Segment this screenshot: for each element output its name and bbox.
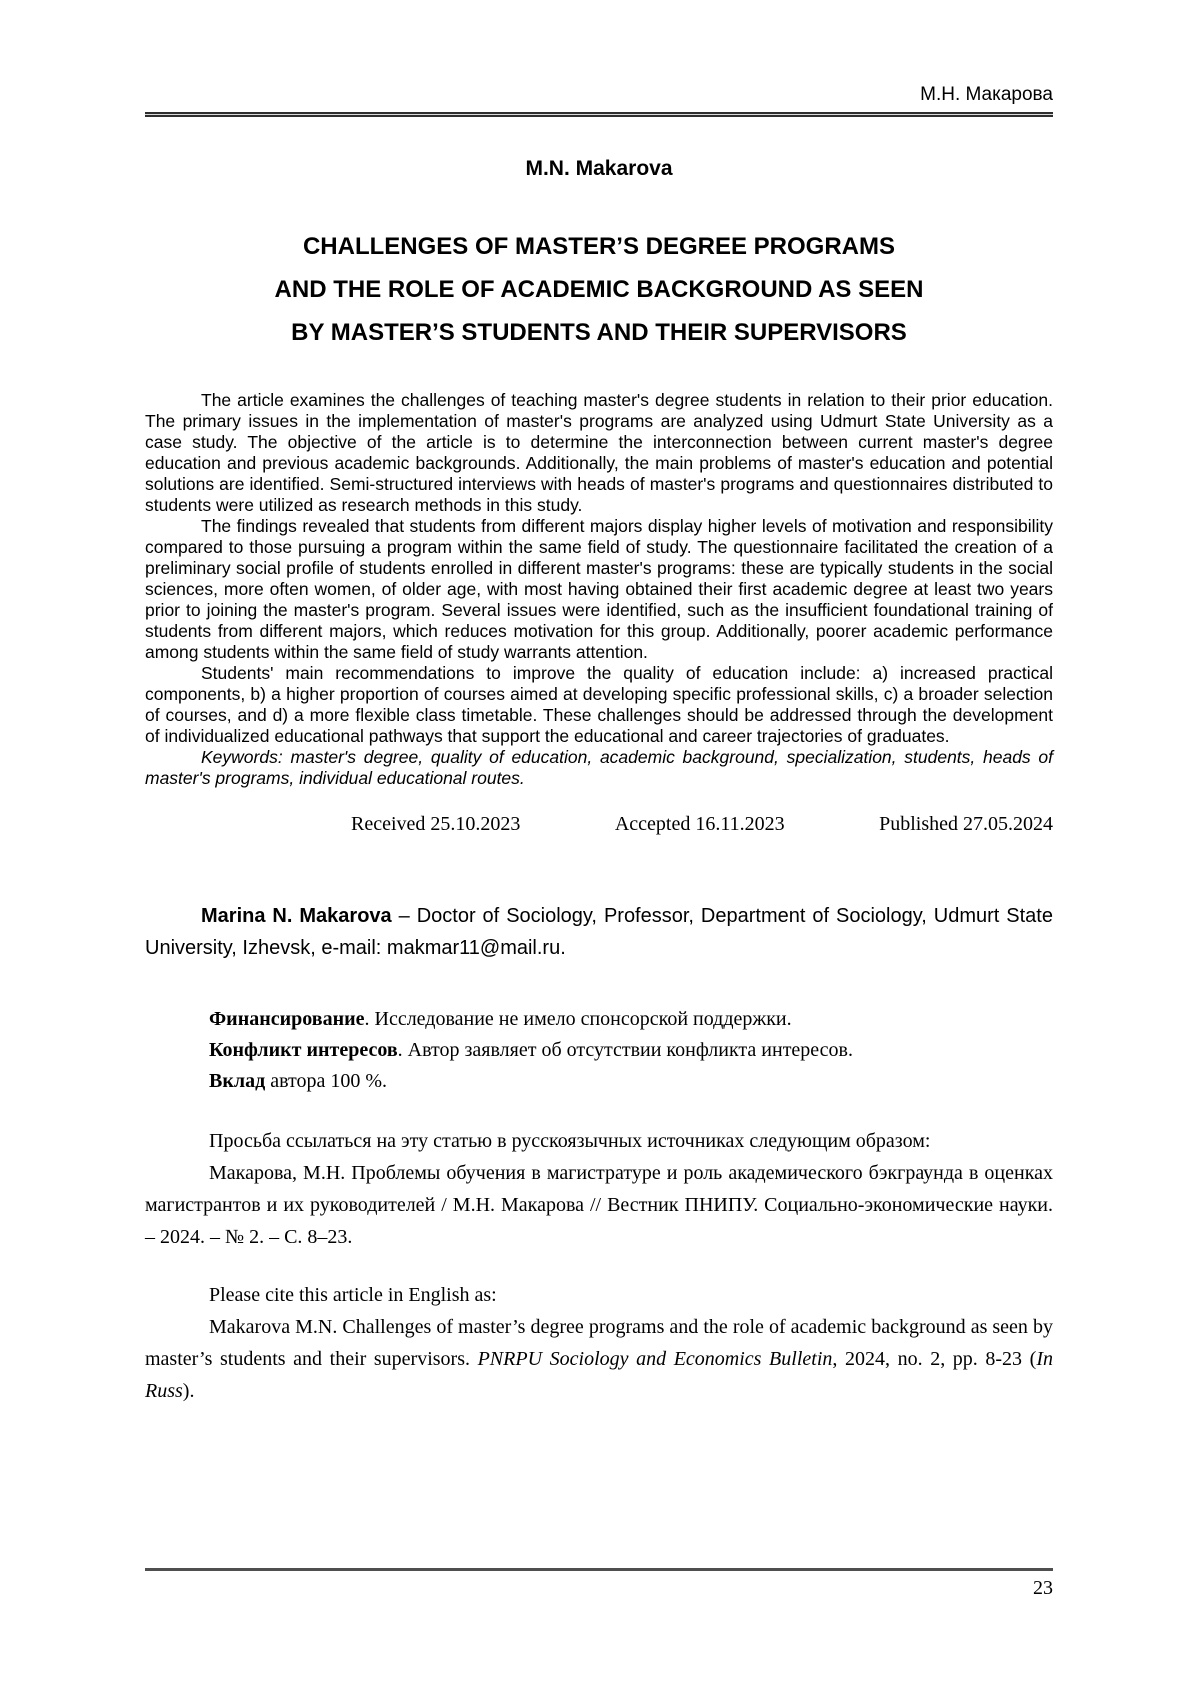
- footer-rule: [145, 1568, 1053, 1571]
- citation-en-intro: Please cite this article in English as:: [209, 1284, 497, 1306]
- citation-en-middle: , 2024, no. 2, pp. 8-23 (: [832, 1348, 1037, 1370]
- keywords-paragraph: [145, 747, 1053, 789]
- running-head: М.Н. Макарова: [920, 84, 1053, 105]
- citation-russian: [145, 1125, 1053, 1253]
- article-title: [145, 225, 1053, 354]
- citation-ru-body: Макарова, М.Н. Проблемы обучения в магистратуре и роль академического бэкграунда в оценках магистрантов и их руководителей / М.Н. Макарова // Вестник ПНИПУ. Социально-экономические науки. – 2024. – № 2. – С. 8–23.: [145, 1162, 1053, 1248]
- bio-author-name: Marina N. Makarova: [201, 905, 392, 927]
- abstract: [145, 390, 1053, 789]
- keywords-label: Keywords:: [201, 747, 291, 767]
- page-number: 23: [1033, 1577, 1053, 1599]
- published-date: Published 27.05.2024: [879, 813, 1053, 835]
- citation-en-text: Makarova M.N. Challenges of master’s degree programs and the role of academic background as seen by master’s students and their supervisors.: [145, 1316, 1053, 1370]
- abstract-paragraph: The findings revealed that students from different majors display higher levels of motivation and responsibility compared to those pursuing a program within the same field of study. The questionnaire facilitated the creation of a preliminary social profile of students enrolled in different master's programs: these are typically students in the social sciences, more often women, of older age, with most having obtained their first academic degree at least two years prior to joining the master's program. Several issues were identified, such as the insufficient foundational training of students from different majors, which reduces motivation for this group. Additionally, poorer academic performance among students within the same field of study warrants attention.: [145, 516, 1053, 662]
- in-russ-note: In Russ: [145, 1348, 1053, 1402]
- conflict-label: Конфликт интересов: [209, 1039, 398, 1061]
- author-bio: [145, 900, 1053, 964]
- citation-english: [145, 1279, 1053, 1407]
- bio-details: – Doctor of Sociology, Professor, Department of Sociology, Udmurt State University, Izhevsk, e-mail:: [145, 905, 1053, 959]
- page-footer: [145, 1568, 1053, 1600]
- journal-title: PNRPU Sociology and Economics Bulletin: [477, 1348, 833, 1370]
- email-text: makmar11@mail.ru: [386, 937, 561, 959]
- funding-line: [145, 1004, 1053, 1035]
- received-date: Received 25.10.2023: [351, 813, 521, 835]
- abstract-paragraph: Students' main recommendations to improve the quality of education include: a) increased practical components, b) a higher proportion of courses aimed at developing specific professional skills, c) a broader selection of courses, and d) a more flexible class timetable. These challenges should be addressed through the development of individualized educational pathways that support the educational and career trajectories of graduates.: [145, 663, 1053, 746]
- author-name: M.N. Makarova: [525, 157, 673, 180]
- header-rule: [145, 112, 1053, 117]
- keywords-text: master's degree, quality of education, academic background, specialization, students, heads of master's programs, individual educational routes.: [145, 747, 1054, 788]
- accepted-date: Accepted 16.11.2023: [614, 813, 785, 835]
- dates-row: [351, 813, 1053, 836]
- title-line: CHALLENGES OF MASTER’S DEGREE PROGRAMS: [302, 233, 896, 260]
- contribution-label: Вклад: [209, 1070, 266, 1092]
- abstract-paragraph: The article examines the challenges of teaching master's degree students in relation to their prior education. The primary issues in the implementation of master's programs are analyzed using Udmurt State University as a case study. The objective of the article is to determine the interconnection between current master's degree education and previous academic backgrounds. Additionally, the main problems of master's education and potential solutions are identified. Semi-structured interviews with heads of master's programs and questionnaires distributed to students were utilized as research methods in this study.: [145, 390, 1053, 515]
- title-line: BY MASTER’S STUDENTS AND THEIR SUPERVISORS: [291, 319, 907, 346]
- conflict-text: . Автор заявляет об отсутствии конфликта интересов.: [397, 1039, 854, 1061]
- conflict-line: [145, 1035, 1053, 1066]
- citation-en-closing: ).: [182, 1380, 195, 1402]
- contribution-line: [145, 1066, 1053, 1097]
- funding-note: [145, 1004, 1053, 1097]
- bio-closing: .: [560, 937, 566, 959]
- contribution-text: автора 100 %.: [265, 1070, 388, 1092]
- citation-ru-intro: Просьба ссылаться на эту статью в русскоязычных источниках следующим образом:: [209, 1130, 931, 1152]
- citation-en-body: [145, 1311, 1053, 1407]
- funding-label: Финансирование: [209, 1008, 365, 1030]
- title-line: AND THE ROLE OF ACADEMIC BACKGROUND AS SEEN: [274, 276, 924, 303]
- funding-text: . Исследование не имело спонсорской поддержки.: [364, 1008, 792, 1030]
